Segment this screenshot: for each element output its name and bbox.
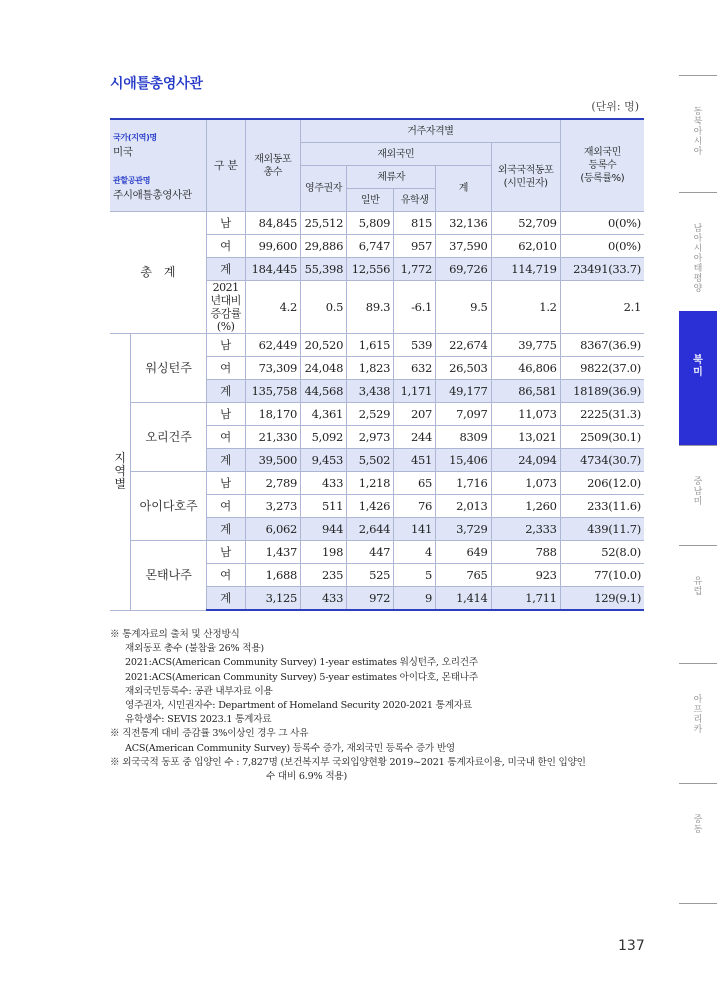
cell-reg: 8367(36.9) bbox=[560, 334, 644, 357]
sidebar-divider bbox=[679, 192, 717, 193]
sidebar-divider bbox=[679, 445, 717, 446]
table-row bbox=[110, 472, 644, 495]
cell-sum: 26,503 bbox=[436, 357, 491, 380]
region-group-char: 별 bbox=[114, 477, 127, 492]
cell-perm: 44,568 bbox=[301, 380, 347, 403]
row-gender-label: 남 bbox=[206, 212, 245, 235]
cell-gen: 972 bbox=[347, 587, 394, 611]
cell-sum: 69,726 bbox=[436, 258, 491, 281]
cell-total: 2,789 bbox=[245, 472, 300, 495]
header-foreign bbox=[491, 143, 560, 212]
sidebar-section-tab[interactable] bbox=[679, 311, 717, 445]
cell-sum: 1,414 bbox=[436, 587, 491, 611]
header-registered bbox=[560, 119, 644, 212]
sidebar-char: 북 bbox=[693, 117, 703, 127]
row-gender-label: 남 bbox=[206, 472, 245, 495]
cell-foreign: 13,021 bbox=[491, 426, 560, 449]
sidebar-divider bbox=[679, 75, 717, 76]
cell-reg: 18189(36.9) bbox=[560, 380, 644, 403]
cell-gen: 5,809 bbox=[347, 212, 394, 235]
cell-perm: 24,048 bbox=[301, 357, 347, 380]
cell-stu: 244 bbox=[394, 426, 436, 449]
row-gender-label: 계 bbox=[206, 449, 245, 472]
sidebar-char: 남 bbox=[693, 487, 703, 497]
cell-total: 62,449 bbox=[245, 334, 300, 357]
population-table bbox=[110, 118, 644, 611]
cell-perm: 9,453 bbox=[301, 449, 347, 472]
region-group-char: 지 bbox=[114, 451, 127, 466]
row-gender-label: 여 bbox=[206, 426, 245, 449]
sidebar-char: 아 bbox=[693, 127, 703, 137]
sidebar-section-tab[interactable] bbox=[679, 107, 717, 157]
sidebar-char: 럽 bbox=[693, 587, 703, 597]
cell-gen: 12,556 bbox=[347, 258, 394, 281]
sidebar-divider bbox=[679, 663, 717, 664]
sidebar-section-tab[interactable] bbox=[679, 224, 717, 294]
cell-reg: 129(9.1) bbox=[560, 587, 644, 611]
cell-total: 1,688 bbox=[245, 564, 300, 587]
region-name: 몬태나주 bbox=[131, 541, 206, 611]
cell-foreign: 24,094 bbox=[491, 449, 560, 472]
sidebar-divider bbox=[679, 545, 717, 546]
total-group-label: 총 계 bbox=[110, 212, 206, 334]
note-line: 재외국민등록수: 공관 내부자료 이용 bbox=[125, 685, 273, 697]
change-label-l2: 증감률(%) bbox=[210, 307, 241, 333]
sidebar-char: 평 bbox=[693, 274, 703, 284]
cell-reg: 2225(31.3) bbox=[560, 403, 644, 426]
cell-stu: 815 bbox=[394, 212, 436, 235]
row-gender-label: 계 bbox=[206, 258, 245, 281]
cell-reg: 0(0%) bbox=[560, 235, 644, 258]
note-line: ACS(American Community Survey) 등록수 증가, 재외국민 등록수 증가 반영 bbox=[125, 742, 455, 754]
table-row bbox=[110, 334, 644, 357]
note-line: ※ 직전통계 대비 증감률 3%이상인 경우 그 사유 bbox=[110, 728, 309, 740]
cell-gen: 5,502 bbox=[347, 449, 394, 472]
row-gender-label: 계 bbox=[206, 587, 245, 611]
cell-foreign: 52,709 bbox=[491, 212, 560, 235]
cell-foreign: 1,711 bbox=[491, 587, 560, 611]
sidebar-char: 프 bbox=[693, 705, 703, 715]
cell-total: 39,500 bbox=[245, 449, 300, 472]
cell-total: 99,600 bbox=[245, 235, 300, 258]
sidebar-divider bbox=[679, 903, 717, 904]
sidebar-char: 북 bbox=[693, 355, 703, 366]
cell-total: 135,758 bbox=[245, 380, 300, 403]
cell-foreign: 114,719 bbox=[491, 258, 560, 281]
cell-foreign: 86,581 bbox=[491, 380, 560, 403]
note-line: ※ 외국국적 동포 중 입양인 수 : 7,827명 (보건복지부 국외입양현황 2019~2021 통계자료이용, 미국내 한인 입양인 bbox=[110, 756, 586, 768]
cell-perm: 4,361 bbox=[301, 403, 347, 426]
cell-stu: 141 bbox=[394, 518, 436, 541]
row-gender-label: 여 bbox=[206, 564, 245, 587]
country-value: 미국 bbox=[113, 146, 133, 158]
cell-sum: 7,097 bbox=[436, 403, 491, 426]
sidebar-section-tab[interactable] bbox=[679, 577, 717, 597]
header-korean-nationals: 재외국민 bbox=[301, 143, 492, 166]
cell-total: 84,845 bbox=[245, 212, 300, 235]
cell-gen: 3,438 bbox=[347, 380, 394, 403]
cell-sum: 649 bbox=[436, 541, 491, 564]
mission-label: 관할공관명 bbox=[113, 176, 151, 185]
cell-sum: 1,716 bbox=[436, 472, 491, 495]
row-gender-label: 남 bbox=[206, 541, 245, 564]
note-line: 수 대비 6.9% 적용) bbox=[266, 771, 348, 783]
cell-sum: 3,729 bbox=[436, 518, 491, 541]
cell-total: 6,062 bbox=[245, 518, 300, 541]
sidebar-section-tab[interactable] bbox=[679, 695, 717, 735]
page-title: 시애틀총영사관 bbox=[110, 76, 203, 92]
region-group-label bbox=[110, 334, 131, 611]
cell-foreign: 788 bbox=[491, 541, 560, 564]
sidebar-char: 미 bbox=[693, 497, 703, 507]
cell-gen: 1,823 bbox=[347, 357, 394, 380]
cell-gen: 2,973 bbox=[347, 426, 394, 449]
sidebar-char: 남 bbox=[693, 224, 703, 234]
cell-stu: 957 bbox=[394, 235, 436, 258]
cell-total: 21,330 bbox=[245, 426, 300, 449]
cell-gen: 89.3 bbox=[347, 281, 394, 334]
note-line: 영주권자, 시민권자수: Department of Homeland Security 2020-2021 통계자료 bbox=[125, 700, 472, 712]
cell-gen: 6,747 bbox=[347, 235, 394, 258]
unit-label: (단위: 명) bbox=[591, 100, 639, 113]
row-gender-label: 여 bbox=[206, 495, 245, 518]
cell-stu: 207 bbox=[394, 403, 436, 426]
cell-stu: 1,772 bbox=[394, 258, 436, 281]
sidebar-char: 중 bbox=[693, 477, 703, 487]
sidebar-char: 리 bbox=[693, 715, 703, 725]
cell-total: 3,125 bbox=[245, 587, 300, 611]
cell-stu: 1,171 bbox=[394, 380, 436, 403]
cell-foreign: 923 bbox=[491, 564, 560, 587]
header-permanent: 영주권자 bbox=[301, 166, 347, 212]
region-name: 오리건주 bbox=[131, 403, 206, 472]
note-line: 재외동포 총수 (불참율 26% 적용) bbox=[125, 643, 264, 655]
cell-stu: 4 bbox=[394, 541, 436, 564]
cell-total: 1,437 bbox=[245, 541, 300, 564]
cell-foreign: 1,073 bbox=[491, 472, 560, 495]
table-row bbox=[110, 212, 644, 235]
page-number: 137 bbox=[618, 938, 645, 954]
header-total bbox=[245, 119, 300, 212]
cell-gen: 2,529 bbox=[347, 403, 394, 426]
region-name: 워싱턴주 bbox=[131, 334, 206, 403]
change-label-l1: 2021년대비 bbox=[210, 281, 241, 307]
sidebar-section-tab[interactable] bbox=[679, 815, 717, 835]
cell-gen: 525 bbox=[347, 564, 394, 587]
cell-gen: 1,615 bbox=[347, 334, 394, 357]
cell-gen: 1,426 bbox=[347, 495, 394, 518]
header-reg-l2: 등록수 bbox=[588, 160, 617, 171]
cell-perm: 20,520 bbox=[301, 334, 347, 357]
table-row bbox=[110, 403, 644, 426]
cell-sum: 22,674 bbox=[436, 334, 491, 357]
row-gender-label: 여 bbox=[206, 235, 245, 258]
header-residence: 거주자격별 bbox=[301, 119, 561, 143]
cell-perm: 235 bbox=[301, 564, 347, 587]
cell-perm: 433 bbox=[301, 472, 347, 495]
sidebar-char: 동 bbox=[693, 107, 703, 117]
header-foreign-l2: (시민권자) bbox=[503, 178, 548, 189]
cell-gen: 1,218 bbox=[347, 472, 394, 495]
sidebar-char: 아 bbox=[693, 234, 703, 244]
sidebar-char: 카 bbox=[693, 725, 703, 735]
sidebar-char: 태 bbox=[693, 264, 703, 274]
cell-sum: 32,136 bbox=[436, 212, 491, 235]
cell-reg: 52(8.0) bbox=[560, 541, 644, 564]
table-row bbox=[110, 541, 644, 564]
row-gender-label: 계 bbox=[206, 380, 245, 403]
section-sidebar bbox=[679, 75, 717, 905]
sidebar-char: 중 bbox=[693, 815, 703, 825]
cell-foreign: 11,073 bbox=[491, 403, 560, 426]
row-gender-label: 남 bbox=[206, 334, 245, 357]
sidebar-char: 아 bbox=[693, 254, 703, 264]
cell-foreign: 1,260 bbox=[491, 495, 560, 518]
cell-perm: 433 bbox=[301, 587, 347, 611]
cell-perm: 25,512 bbox=[301, 212, 347, 235]
cell-stu: 9 bbox=[394, 587, 436, 611]
region-group-char: 역 bbox=[114, 464, 127, 479]
cell-reg: 206(12.0) bbox=[560, 472, 644, 495]
sidebar-char: 아 bbox=[693, 147, 703, 157]
cell-perm: 198 bbox=[301, 541, 347, 564]
row-gender-label: 남 bbox=[206, 403, 245, 426]
cell-stu: 451 bbox=[394, 449, 436, 472]
sidebar-divider bbox=[679, 783, 717, 784]
header-sum: 계 bbox=[436, 166, 491, 212]
note-line: 2021:ACS(American Community Survey) 5-year estimates 아이다호, 몬태나주 bbox=[125, 671, 478, 683]
cell-gen: 2,644 bbox=[347, 518, 394, 541]
header-total-l1: 재외동포 bbox=[254, 153, 292, 165]
sidebar-char: 동 bbox=[693, 825, 703, 835]
cell-reg: 233(11.6) bbox=[560, 495, 644, 518]
cell-reg: 9822(37.0) bbox=[560, 357, 644, 380]
sidebar-section-tab[interactable] bbox=[679, 477, 717, 507]
cell-sum: 49,177 bbox=[436, 380, 491, 403]
cell-reg: 439(11.7) bbox=[560, 518, 644, 541]
header-sojourner: 체류자 bbox=[347, 166, 436, 189]
cell-sum: 37,590 bbox=[436, 235, 491, 258]
header-foreign-l1: 외국국적동포 bbox=[497, 165, 554, 176]
header-total-l2: 총수 bbox=[263, 166, 283, 178]
cell-total: 4.2 bbox=[245, 281, 300, 334]
row-gender-label: 여 bbox=[206, 357, 245, 380]
header-general: 일반 bbox=[347, 189, 394, 212]
sidebar-char: 양 bbox=[693, 284, 703, 294]
cell-reg: 4734(30.7) bbox=[560, 449, 644, 472]
cell-foreign: 2,333 bbox=[491, 518, 560, 541]
cell-foreign: 46,806 bbox=[491, 357, 560, 380]
sidebar-char: 아 bbox=[693, 695, 703, 705]
cell-foreign: 62,010 bbox=[491, 235, 560, 258]
cell-stu: -6.1 bbox=[394, 281, 436, 334]
cell-gen: 447 bbox=[347, 541, 394, 564]
country-label: 국가(지역)명 bbox=[113, 133, 157, 142]
note-line: ※ 통계자료의 출처 및 산정방식 bbox=[110, 629, 240, 640]
note-line: 2021:ACS(American Community Survey) 1-year estimates 워싱턴주, 오리건주 bbox=[125, 657, 478, 669]
cell-stu: 65 bbox=[394, 472, 436, 495]
cell-reg: 23491(33.7) bbox=[560, 258, 644, 281]
cell-stu: 632 bbox=[394, 357, 436, 380]
cell-total: 18,170 bbox=[245, 403, 300, 426]
cell-reg: 2.1 bbox=[560, 281, 644, 334]
header-gubun: 구 분 bbox=[206, 119, 245, 212]
cell-sum: 9.5 bbox=[436, 281, 491, 334]
cell-foreign: 39,775 bbox=[491, 334, 560, 357]
cell-stu: 5 bbox=[394, 564, 436, 587]
cell-reg: 77(10.0) bbox=[560, 564, 644, 587]
mission-value: 주시애틀총영사관 bbox=[113, 189, 192, 201]
cell-reg: 2509(30.1) bbox=[560, 426, 644, 449]
cell-total: 184,445 bbox=[245, 258, 300, 281]
cell-perm: 511 bbox=[301, 495, 347, 518]
cell-total: 73,309 bbox=[245, 357, 300, 380]
sidebar-char: 시 bbox=[693, 244, 703, 254]
sidebar-char: 미 bbox=[693, 367, 703, 378]
cell-perm: 944 bbox=[301, 518, 347, 541]
note-line: 유학생수: SEVIS 2023.1 통계자료 bbox=[125, 714, 272, 726]
header-country-cell bbox=[110, 119, 206, 212]
header-reg-l3: (등록률%) bbox=[580, 173, 625, 184]
cell-stu: 76 bbox=[394, 495, 436, 518]
header-student: 유학생 bbox=[394, 189, 436, 212]
cell-sum: 8309 bbox=[436, 426, 491, 449]
row-gender-label: 계 bbox=[206, 518, 245, 541]
cell-stu: 539 bbox=[394, 334, 436, 357]
sidebar-char: 시 bbox=[693, 137, 703, 147]
header-reg-l1: 재외국민 bbox=[583, 147, 621, 158]
notes-section bbox=[110, 628, 650, 784]
cell-reg: 0(0%) bbox=[560, 212, 644, 235]
region-name: 아이다호주 bbox=[131, 472, 206, 541]
cell-total: 3,273 bbox=[245, 495, 300, 518]
cell-perm: 55,398 bbox=[301, 258, 347, 281]
cell-perm: 5,092 bbox=[301, 426, 347, 449]
cell-perm: 0.5 bbox=[301, 281, 347, 334]
cell-perm: 29,886 bbox=[301, 235, 347, 258]
cell-foreign: 1.2 bbox=[491, 281, 560, 334]
cell-sum: 2,013 bbox=[436, 495, 491, 518]
sidebar-char: 유 bbox=[693, 577, 703, 587]
change-label bbox=[206, 281, 245, 334]
cell-sum: 765 bbox=[436, 564, 491, 587]
cell-sum: 15,406 bbox=[436, 449, 491, 472]
